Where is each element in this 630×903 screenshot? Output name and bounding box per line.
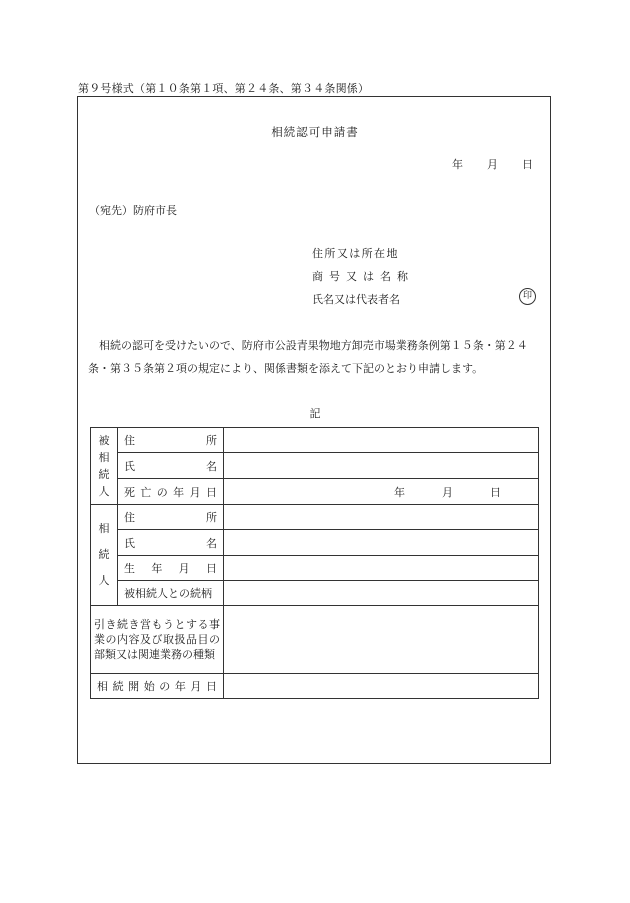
deceased-death-date-field[interactable]: 年 月 日 <box>224 479 539 505</box>
date-month: 月 <box>487 158 498 171</box>
heir-group-label: 相 続 人 <box>91 505 118 606</box>
heir-relation-label: 被相続人との続柄 <box>118 581 224 606</box>
form-number-label: 第９号様式（第１０条第１項、第２４条、第３４条関係） <box>78 82 370 95</box>
deceased-address-label: 住 所 <box>118 428 224 453</box>
date-year: 年 <box>452 158 463 171</box>
deceased-name-field[interactable] <box>224 453 539 479</box>
date-day: 日 <box>522 158 533 171</box>
page-title: 相続認可申請書 <box>271 125 359 139</box>
ki-label: 記 <box>309 407 321 420</box>
heir-relation-field[interactable] <box>224 581 539 606</box>
deceased-address-field[interactable] <box>224 428 539 453</box>
record-table <box>90 427 539 699</box>
deceased-name-label: 氏 名 <box>118 453 224 479</box>
deceased-group-label: 被 相 続 人 <box>91 428 118 505</box>
addressee: （宛先）防府市長 <box>89 204 177 217</box>
seal-mark: 印 <box>519 288 536 305</box>
business-content-label: 引き続き営もうとする事業の内容及び取扱品目の部類又は関連業務の種類 <box>91 606 224 674</box>
applicant-address-label: 住所又は所在地 <box>312 247 399 260</box>
heir-birth-field[interactable] <box>224 556 539 581</box>
business-content-field[interactable] <box>224 606 539 674</box>
applicant-name-label: 氏名又は代表者名 <box>312 293 400 306</box>
body-paragraph: 相続の認可を受けたいので、防府市公設青果物地方卸売市場業務条例第１５条・第２４条・第３５条第２項の規定により、関係書類を添えて下記のとおり申請します。 <box>88 339 528 375</box>
deceased-death-date-label: 死 亡 の 年 月 日 <box>118 479 224 505</box>
applicant-trade-label: 商号又は名称 <box>312 270 414 283</box>
heir-address-label: 住 所 <box>118 505 224 530</box>
start-date-label: 相 続 開 始 の 年 月 日 <box>91 674 224 699</box>
heir-name-field[interactable] <box>224 530 539 556</box>
start-date-field[interactable] <box>224 674 539 699</box>
heir-birth-label: 生 年 月 日 <box>118 556 224 581</box>
heir-name-label: 氏 名 <box>118 530 224 556</box>
heir-address-field[interactable] <box>224 505 539 530</box>
